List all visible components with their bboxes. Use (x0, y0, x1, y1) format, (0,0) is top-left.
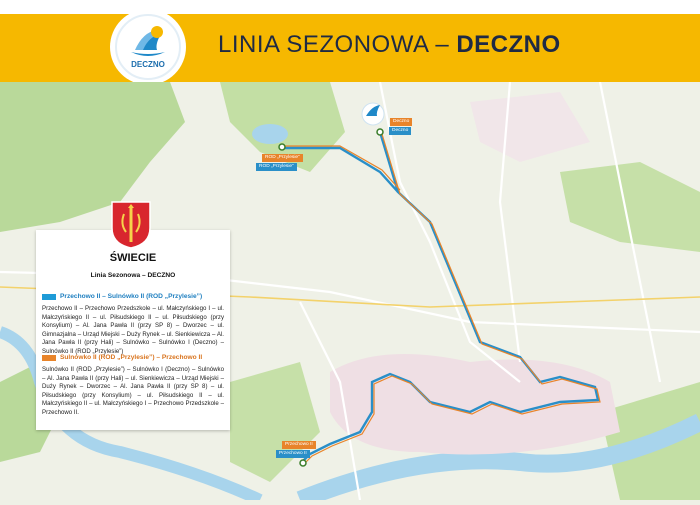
city-name: ŚWIECIE (109, 252, 157, 264)
direction-2-stops: Sulnówko II (ROD „Przylesie”) – Sulnówko I (Deczno) – Sulnówko – Al. Jana Pawła II (przy Hali) – ul. Sienkiewicza – Urząd Miejski – Duży Rynek – Dworzec – Al. Jana Pawła II (przy SP 8) – ul. Piłsudskiego (przy Konsylium) – ul. Piłsudskiego II – ul. Małczyńskiego II – ul. Małczyńskiego I – Przechowo Przedszkole – Przechowo II. (42, 366, 224, 416)
title-prefix: LINIA SEZONOWA – (218, 31, 457, 58)
page-title (218, 31, 561, 59)
line-name: Linia Sezonowa – DECZNO (90, 272, 176, 279)
map-label-deczno-blue: Deczno (389, 127, 411, 135)
direction-2-header (42, 354, 202, 361)
map-label-rod-orange: ROD „Przylesie” (262, 154, 303, 162)
deczno-logo-icon (113, 12, 183, 82)
direction-2-title: Sulnówko II (ROD „Przylesie”) – Przechowo II (60, 354, 203, 361)
direction-1-title: Przechowo II – Sulnówko II (ROD „Przylesie”) (60, 293, 203, 300)
deczno-logo (113, 12, 183, 82)
route-info-panel (36, 230, 230, 430)
map-label-przechowo-blue: Przechowo II (276, 450, 310, 458)
coat-of-arms-icon (108, 200, 154, 250)
logo-text: DECZNO (131, 60, 165, 69)
swiecie-coat-of-arms (108, 200, 154, 250)
stop-marker-rod (279, 144, 285, 150)
stop-marker-deczno (377, 129, 383, 135)
map-label-rod-blue: ROD „Przylesie” (256, 163, 297, 171)
map-label-przechowo-orange: Przechowo II (282, 441, 316, 449)
header (0, 0, 700, 82)
direction-1-header (42, 293, 202, 300)
map-label-deczno-orange: Deczno (390, 118, 412, 126)
stop-marker-przechowo (300, 460, 306, 466)
direction-1-swatch (42, 294, 56, 300)
direction-2-swatch (42, 355, 56, 361)
title-bold: DECZNO (456, 31, 561, 58)
lake (252, 124, 288, 144)
direction-1-stops: Przechowo II – Przechowo Przedszkole – ul. Małczyńskiego I – ul. Małczyńskiego II – ul. Piłsudskiego II – ul. Piłsudskiego (przy Konsylium) – Al. Jana Pawła II (przy SP 8) – Dworzec – ul. Gimnazjalna – Urząd Miejski – Duży Rynek – ul. Sienkiewicza – Al. Jana Pawła II (przy Hali) – Sulnówko – Sulnówko I (Deczno) – Sulnówko II (ROD „Przylesie”) (42, 305, 224, 355)
